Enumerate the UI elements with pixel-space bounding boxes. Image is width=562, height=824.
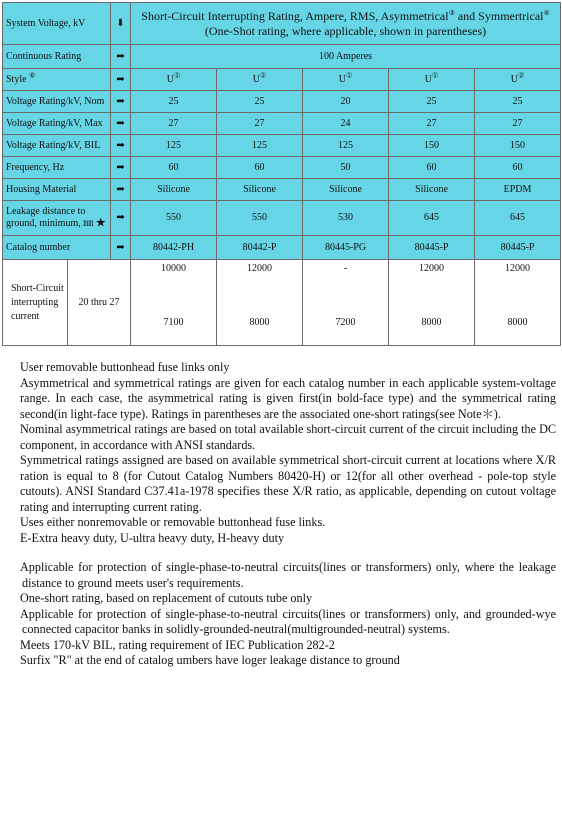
symbol-notes xyxy=(4,560,556,669)
row-value-text: U xyxy=(338,73,346,85)
row-value-text: 150 xyxy=(510,139,526,151)
sc-cell xyxy=(303,260,389,346)
row-value xyxy=(217,91,303,113)
row-value xyxy=(217,157,303,179)
style-sup: ② xyxy=(518,71,525,80)
row-value xyxy=(217,201,303,236)
row-label xyxy=(3,69,111,91)
symbol-note-item xyxy=(4,560,556,591)
sc-cell xyxy=(475,260,561,346)
row-value-text: Silicone xyxy=(157,183,190,195)
row-label xyxy=(3,113,111,135)
table-title xyxy=(131,3,561,45)
sc-cell xyxy=(389,260,475,346)
row-value-text: Silicone xyxy=(243,183,276,195)
row-value xyxy=(389,179,475,201)
note-item-text: E-Extra heavy duty, U-ultra heavy duty, H-heavy duty xyxy=(20,530,285,545)
sc-bottom-value: 8000 xyxy=(507,317,528,328)
row-value-text: 80442-P xyxy=(242,241,277,253)
header-row xyxy=(3,3,561,45)
symbol-note-item-mark xyxy=(4,638,20,654)
symbol-note-item xyxy=(4,638,556,654)
row-value xyxy=(475,179,561,201)
row-value-text: 27 xyxy=(254,117,265,129)
note-item xyxy=(4,360,556,376)
row-value-text: 60 xyxy=(426,161,437,173)
continuous-value: 100 Amperes xyxy=(131,45,561,69)
note-item-text: Symmetrical ratings assigned are based on available symmetrical short-circuit current at locations where X/R ration is equal to 8 (for Cutout Catalog Numbers 80420-H) or 12(for all other overhead - pole-top style cutouts). ANSI Standard C37.41a-1978 specifies these X/R ratio, as applicable, depending on cutout voltage rating and interrupting current rating. xyxy=(20,453,556,514)
title-sup2: ④ xyxy=(543,8,550,17)
row-value-text: 80445-P xyxy=(414,241,449,253)
row-value-text: 550 xyxy=(252,212,268,223)
note-item-mark xyxy=(4,515,20,531)
row-value xyxy=(303,113,389,135)
footnotes xyxy=(4,360,556,669)
row-value xyxy=(389,201,475,236)
row-label xyxy=(3,236,111,260)
note-item-mark xyxy=(4,376,20,392)
note-item-mark xyxy=(4,422,20,438)
row-value-text: 60 xyxy=(512,161,523,173)
spec-row xyxy=(3,135,561,157)
right-arrow-icon: ➡ xyxy=(111,45,131,69)
symbol-note-item xyxy=(4,607,556,638)
row-value-text: 24 xyxy=(340,117,351,129)
note-item-mark xyxy=(4,360,20,376)
row-value xyxy=(389,113,475,135)
row-value xyxy=(389,69,475,91)
style-sup: ② xyxy=(259,71,267,80)
row-value xyxy=(475,91,561,113)
sc-bottom-value: 7200 xyxy=(335,317,356,328)
note-item xyxy=(4,453,556,515)
row-value-text: 125 xyxy=(166,139,182,151)
title-line2: (One-Shot rating, where applicable, shown in parentheses) xyxy=(204,23,487,38)
row-value xyxy=(217,236,303,260)
symbol-note-item xyxy=(4,591,556,607)
row-value-text: 645 xyxy=(424,212,440,223)
title-sup1: ③ xyxy=(448,8,455,17)
row-label-text: Leakage distance to ground, minimum, ㎜ ★ xyxy=(6,206,106,229)
right-arrow-icon: ➡ xyxy=(111,113,131,135)
sc-top-value: 12000 xyxy=(505,263,531,274)
sc-top-value: 12000 xyxy=(419,263,445,274)
short-circuit-label: Short-Circuit interrupting current xyxy=(3,260,68,346)
sc-cell xyxy=(131,260,217,346)
row-label-text: Frequency, Hz xyxy=(6,161,65,173)
spec-row xyxy=(3,91,561,113)
row-value xyxy=(475,135,561,157)
sc-bottom-value: 8000 xyxy=(421,317,442,328)
row-value-text: 125 xyxy=(338,139,354,151)
row-value xyxy=(303,91,389,113)
row-value xyxy=(475,69,561,91)
symbol-note-item-text: Surfix "R" at the end of catalog umbers have loger leakage distance to ground xyxy=(20,653,400,667)
row-label-text: Voltage Rating/kV, Max xyxy=(6,117,103,129)
style-sup: ① xyxy=(431,71,439,80)
right-arrow-icon: ➡ xyxy=(111,157,131,179)
right-arrow-icon: ➡ xyxy=(111,69,131,91)
note-item-text: Asymmetrical and symmetrical ratings are given for each catalog number in each applicable system-voltage range. In each case, the asymmetrical rating is given first(in bold-face type) and the symmetrical rating second(in light-face type). Ratings in parentheses are the associated one-short ratings(see Note＊). xyxy=(20,375,556,421)
row-value-text: 80442-PH xyxy=(152,241,195,253)
row-value xyxy=(131,69,217,91)
row-value-text: 25 xyxy=(168,95,179,107)
spec-row xyxy=(3,201,561,236)
spec-row xyxy=(3,69,561,91)
row-value-text: 50 xyxy=(340,161,351,173)
row-value xyxy=(475,113,561,135)
continuous-label: Continuous Rating xyxy=(3,45,111,69)
sc-top-value: 12000 xyxy=(247,263,273,274)
note-item-mark xyxy=(4,531,20,547)
symbol-note-item-text: Meets 170-kV BIL, rating requirement of IEC Publication 282-2 xyxy=(20,637,335,652)
row-value xyxy=(131,236,217,260)
row-label xyxy=(3,157,111,179)
row-value xyxy=(131,135,217,157)
row-label-text: Catalog number xyxy=(6,241,71,253)
right-arrow-icon: ➡ xyxy=(111,135,131,157)
row-value-text: 25 xyxy=(512,95,523,107)
row-value-text: 150 xyxy=(424,139,440,151)
title-and: and Symmertrical xyxy=(454,8,544,23)
row-value-text: 80445-PG xyxy=(324,241,367,253)
row-value-text: 27 xyxy=(512,117,523,129)
row-value xyxy=(131,179,217,201)
title-line1: Short-Circuit Interrupting Rating, Ampere, RMS, Asymmetrical xyxy=(141,8,449,23)
row-value xyxy=(303,69,389,91)
style-sup: ① xyxy=(345,71,353,80)
symbol-note-item-mark xyxy=(4,653,20,669)
row-value xyxy=(303,135,389,157)
row-value-text: U xyxy=(424,73,432,85)
symbol-note-item-mark xyxy=(4,560,20,576)
row-value-text: 125 xyxy=(252,139,268,151)
row-value-text: 80445-P xyxy=(500,241,535,253)
row-value xyxy=(131,157,217,179)
right-arrow-icon: ➡ xyxy=(111,91,131,113)
symbol-note-item-text: One-short rating, based on replacement of cutouts tube only xyxy=(20,591,313,605)
right-arrow-icon: ➡ xyxy=(111,236,131,260)
row-value xyxy=(217,69,303,91)
row-value xyxy=(131,113,217,135)
row-value-text: 530 xyxy=(338,212,354,223)
symbol-note-item-text: Applicable for protection of single-phase-to-neutral circuits(lines or transformers) only, and grounded-wye connected capacitor banks in solidly-grounded-neutral(multigrounded-neutral) systems. xyxy=(20,606,556,636)
row-value xyxy=(389,91,475,113)
row-value xyxy=(389,135,475,157)
note-item-mark xyxy=(4,453,20,469)
row-value-text: U xyxy=(166,73,174,85)
row-value xyxy=(303,179,389,201)
row-value-text: 645 xyxy=(510,212,526,223)
row-value xyxy=(303,236,389,260)
row-label-text: Voltage Rating/kV, Nom xyxy=(6,95,105,107)
row-value xyxy=(389,157,475,179)
row-label xyxy=(3,201,111,236)
row-value-text: 27 xyxy=(168,117,179,129)
note-item xyxy=(4,531,556,547)
row-value-text: Silicone xyxy=(415,183,448,195)
note-item-text: Uses either nonremovable or removable buttonhead fuse links. xyxy=(20,515,326,529)
row-value xyxy=(475,236,561,260)
row-label-text: Style xyxy=(6,73,27,85)
row-value xyxy=(217,179,303,201)
symbol-note-item-mark xyxy=(4,607,20,623)
row-value-text: 60 xyxy=(168,161,179,173)
spec-row xyxy=(3,113,561,135)
note-item xyxy=(4,376,556,423)
row-value xyxy=(131,201,217,236)
ratings-table xyxy=(2,2,561,346)
row-value-text: 27 xyxy=(426,117,437,129)
row-label xyxy=(3,135,111,157)
note-item xyxy=(4,515,556,531)
row-value-text: 20 xyxy=(340,95,351,107)
sc-top-value: 10000 xyxy=(161,263,187,274)
row-value xyxy=(475,201,561,236)
spec-row xyxy=(3,236,561,260)
spec-row xyxy=(3,157,561,179)
row-value-text: U xyxy=(252,73,260,85)
down-arrow-icon: ⬇ xyxy=(111,3,131,45)
short-circuit-range: 20 thru 27 xyxy=(68,260,131,346)
sc-bottom-value: 8000 xyxy=(249,317,270,328)
system-voltage-header: System Voltage, kV xyxy=(3,3,111,45)
continuous-row xyxy=(3,45,561,69)
row-value-text: 550 xyxy=(166,212,182,223)
note-item-text: Nominal asymmetrical ratings are based on total available short-circuit current of the circuit including the DC component, in accordance with ANSI standards. xyxy=(20,422,556,452)
row-label-text: Voltage Rating/kV, BIL xyxy=(6,139,101,151)
symbol-note-item-mark xyxy=(4,591,20,607)
row-value-text: 25 xyxy=(426,95,437,107)
sc-bottom-value: 7100 xyxy=(163,317,184,328)
note-item xyxy=(4,422,556,453)
row-value xyxy=(389,236,475,260)
row-value-text: 25 xyxy=(254,95,265,107)
row-value xyxy=(303,201,389,236)
numbered-notes xyxy=(4,360,556,546)
short-circuit-row xyxy=(3,260,561,346)
row-label xyxy=(3,179,111,201)
row-label xyxy=(3,91,111,113)
note-item-text: User removable buttonhead fuse links only xyxy=(20,360,230,374)
row-value xyxy=(217,135,303,157)
row-value xyxy=(475,157,561,179)
row-value-text: 60 xyxy=(254,161,265,173)
row-label-sup: ⑥ xyxy=(29,71,36,80)
row-label-text: Housing Material xyxy=(6,183,77,195)
symbol-note-item xyxy=(4,653,556,669)
symbol-note-item-text: Applicable for protection of single-phase-to-neutral circuits(lines or transformers) only, where the leakage distance to ground meets user's requirements. xyxy=(20,560,556,590)
right-arrow-icon: ➡ xyxy=(111,179,131,201)
row-value-text: U xyxy=(510,73,518,85)
spec-row xyxy=(3,179,561,201)
row-value xyxy=(217,113,303,135)
sc-top-value: - xyxy=(343,263,348,274)
style-sup: ① xyxy=(173,71,181,80)
sc-cell xyxy=(217,260,303,346)
row-value-text: EPDM xyxy=(503,183,532,195)
row-value xyxy=(303,157,389,179)
right-arrow-icon: ➡ xyxy=(111,201,131,236)
row-value xyxy=(131,91,217,113)
row-value-text: Silicone xyxy=(329,183,362,195)
